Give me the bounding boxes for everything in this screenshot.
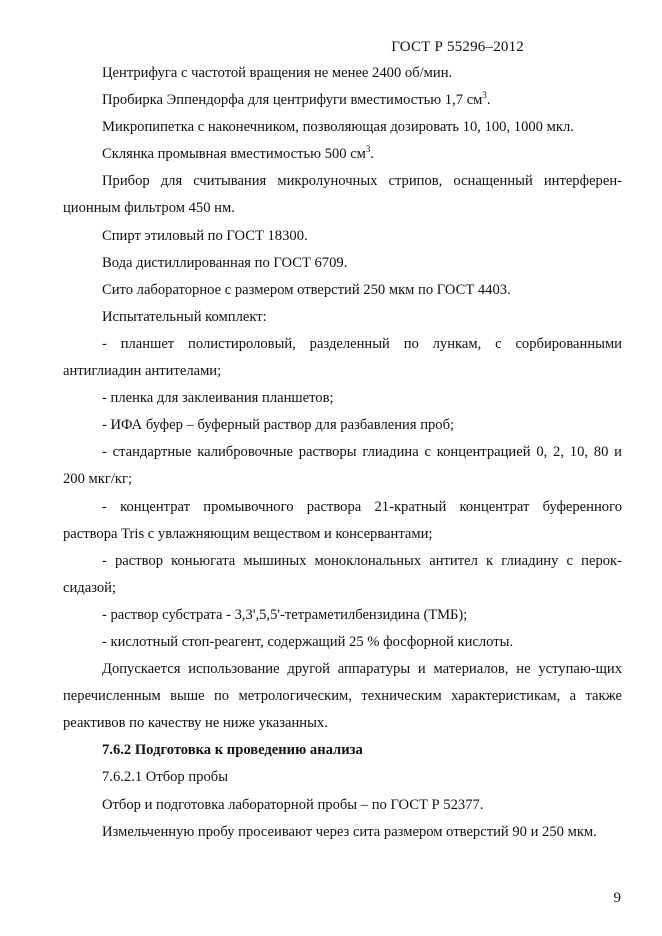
paragraph: Склянка промывная вместимостью 500 $см^3$. (102, 144, 375, 163)
paragraph: Допускается использование другой аппаратуры и материалов, не уступаю-щих перечисленным выше по метрологическим, техническим характеристикам, а также реактивов по качеству не ниже указанных. (63, 661, 622, 732)
superscript: 3 (482, 90, 487, 101)
paragraph: Сито лабораторное с размером отверстий 250 мкм по ГОСТ 4403. (102, 281, 511, 298)
list-item: - стандартные калибровочные растворы глиадина с концентрацией 0, 2, 10, 80 и 200 мкг/кг; (63, 444, 622, 488)
list-item: - пленка для заклеивания планшетов; (102, 390, 334, 407)
paragraph: Спирт этиловый по ГОСТ 18300. (102, 227, 308, 244)
paragraph: Испытательный комплект: (102, 308, 267, 325)
paragraph: Измельченную пробу просеивают через сита размером отверстий 90 и 250 мкм. (102, 823, 597, 840)
superscript: 3 (365, 144, 371, 155)
list-item: - раствор субстрата - 3,3',5,5'-тетраметилбензидина (ТМБ); (102, 606, 468, 623)
paragraph: Отбор и подготовка лабораторной пробы – по ГОСТ Р 52377. (102, 796, 484, 813)
page-number: 9 (613, 890, 621, 906)
paragraph: Микропипетка с наконечником, позволяющая дозировать 10, 100, 1000 мкл. (102, 119, 574, 136)
paragraph: Пробирка Эппендорфа для центрифуги вместимостью 1,7 $см^3$. (102, 90, 491, 109)
list-item: - раствор коньюгата мышиных моноклональных антител к глиадину с перок-сидазой; (63, 552, 622, 596)
document-body (63, 60, 622, 846)
list-item: - планшет полистироловый, разделенный по лункам, с сорбированными антиглиадин антителами; (63, 335, 622, 380)
document-code-header: ГОСТ Р 55296–2012 (391, 39, 524, 55)
list-item: - концентрат промывочного раствора 21-кратный концентрат буференного раствора Tris с увлажняющим веществом и консервантами; (63, 498, 622, 542)
list-item: - кислотный стоп-реагент, содержащий 25 % фосфорной кислоты. (102, 633, 514, 650)
subsection-heading: 7.6.2.1 Отбор пробы (102, 769, 228, 786)
list-item: - ИФА буфер – буферный раствор для разбавления проб; (102, 417, 455, 434)
paragraph: Вода дистиллированная по ГОСТ 6709. (102, 254, 348, 271)
section-heading: 7.6.2 Подготовка к проведению анализа (102, 742, 363, 759)
paragraph: Прибор для считывания микролуночных стрипов, оснащенный интерферен-ционным фильтром 450 нм. (63, 173, 622, 217)
paragraph: Центрифуга с частотой вращения не менее 2400 об/мин. (102, 65, 453, 81)
